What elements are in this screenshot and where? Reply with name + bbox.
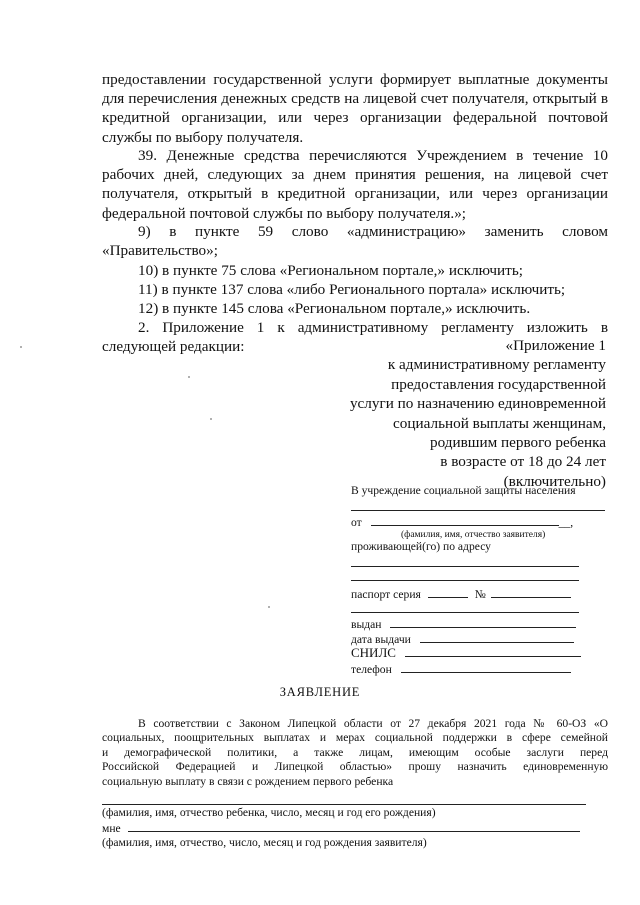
applicant-caption: (фамилия, имя, отчество, число, месяц и год рождения заявителя) [102, 836, 427, 849]
passport-number-label: № [474, 588, 486, 601]
scan-speck [20, 346, 22, 348]
issued-field[interactable] [390, 616, 576, 628]
from-tail: __, [558, 516, 574, 529]
applicant-form [351, 480, 607, 680]
me-row [102, 820, 608, 836]
snils-field[interactable] [405, 645, 581, 657]
appendix-line: в возрасте от 18 до 24 лет [440, 453, 606, 471]
appendix-line: к административному регламенту [387, 356, 606, 374]
applicant-field[interactable] [128, 820, 580, 832]
text-line: следующей редакции: [102, 338, 245, 356]
text-line: 12) в пункте 145 слова «Региональном портале,» исключить. [138, 300, 531, 318]
text-line: предоставлении государственной услуги формирует выплатные документы [102, 71, 608, 88]
text-line: службы по выбору получателя. [102, 128, 304, 146]
text-line: 2. Приложение 1 к административному регламенту изложить в [138, 319, 608, 336]
text-line: федеральной почтовой службы по выбору получателя.»; [102, 204, 467, 222]
passport-series-label: паспорт серия [351, 588, 421, 601]
paragraph-items-10-12 [102, 261, 608, 319]
text-line: 10) в пункте 75 слова «Региональном портале,» исключить; [138, 262, 523, 279]
text-line: социальных, поощрительных выплатах и мерах социальной поддержки в сфере семейной [102, 731, 608, 745]
appendix-line: родившим первого ребенка [430, 434, 606, 452]
me-label: мне [102, 822, 121, 835]
appendix-line: услуги по назначению единовременной [349, 395, 606, 413]
appendix-header [330, 336, 606, 491]
statement-body [102, 717, 608, 789]
text-line: рабочих дней, следующих за днем принятия решения, на лицевой счет [102, 166, 608, 184]
text-line: для перечисления денежных средств на лицевой счет получателя, открытый в [102, 90, 608, 108]
phone-row [351, 661, 607, 677]
appendix-line: (включительно) [503, 472, 606, 490]
from-label: от [351, 516, 362, 529]
from-field[interactable] [371, 514, 559, 526]
issued-row [351, 616, 607, 632]
appendix-line: социальной выплаты женщинам, [393, 414, 606, 432]
passport-row [351, 586, 607, 602]
paragraph-39 [102, 146, 608, 223]
passport-series-field[interactable] [428, 586, 468, 598]
text-line: кредитной организации, или через организации федеральной почтовой [102, 109, 608, 127]
institution-line[interactable] [351, 510, 605, 511]
passport-number-field[interactable] [491, 586, 571, 598]
phone-field[interactable] [401, 661, 571, 673]
issued-label: выдан [351, 618, 382, 631]
scan-speck [188, 376, 190, 378]
issue-date-label: дата выдачи [351, 633, 411, 646]
address-label: проживающей(го) по адресу [351, 540, 491, 553]
appendix-line: «Приложение 1 [505, 337, 606, 354]
text-line: Российской Федерацией и Липецкой областью» прошу назначить единовременную [102, 760, 608, 774]
text-line: 39. Денежные средства перечисляются Учреждением в течение 10 [138, 147, 608, 164]
text-line: получателя, открытый в кредитной организации, или через организации [102, 185, 608, 203]
text-line: социальную выплату в связи с рождением первого ребенка [102, 774, 394, 788]
paragraph-item-9 [102, 222, 608, 260]
scan-speck [268, 606, 270, 608]
child-caption: (фамилия, имя, отчество ребенка, число, месяц и год его рождения) [102, 806, 436, 819]
address-line-1[interactable] [351, 566, 579, 567]
from-caption: (фамилия, имя, отчество заявителя) [401, 530, 546, 540]
address-line-2[interactable] [351, 580, 579, 581]
issue-date-field[interactable] [420, 631, 574, 643]
passport-extra-line[interactable] [351, 612, 579, 613]
text-line: 9) в пункте 59 слово «администрацию» заменить словом [138, 223, 608, 240]
child-info-line[interactable] [102, 804, 586, 805]
paragraph-payment-documents [102, 70, 608, 147]
text-line: «Правительство»; [102, 242, 218, 260]
text-line: В соответствии с Законом Липецкой области от 27 декабря 2021 года № 60-ОЗ «О [138, 717, 608, 730]
scan-speck [210, 418, 212, 420]
institution-label: В учреждение социальной защиты населения [351, 484, 576, 497]
phone-label: телефон [351, 663, 392, 676]
snils-row [351, 645, 607, 660]
text-line: 11) в пункте 137 слова «либо Регионального портала» исключить; [138, 281, 566, 299]
statement-title: ЗАЯВЛЕНИЕ [279, 685, 361, 699]
text-line: и демографической политики, а также лицам, имеющим особые заслуги перед [102, 745, 608, 759]
snils-label: СНИЛС [351, 645, 396, 660]
appendix-line: предоставления государственной [391, 375, 606, 393]
